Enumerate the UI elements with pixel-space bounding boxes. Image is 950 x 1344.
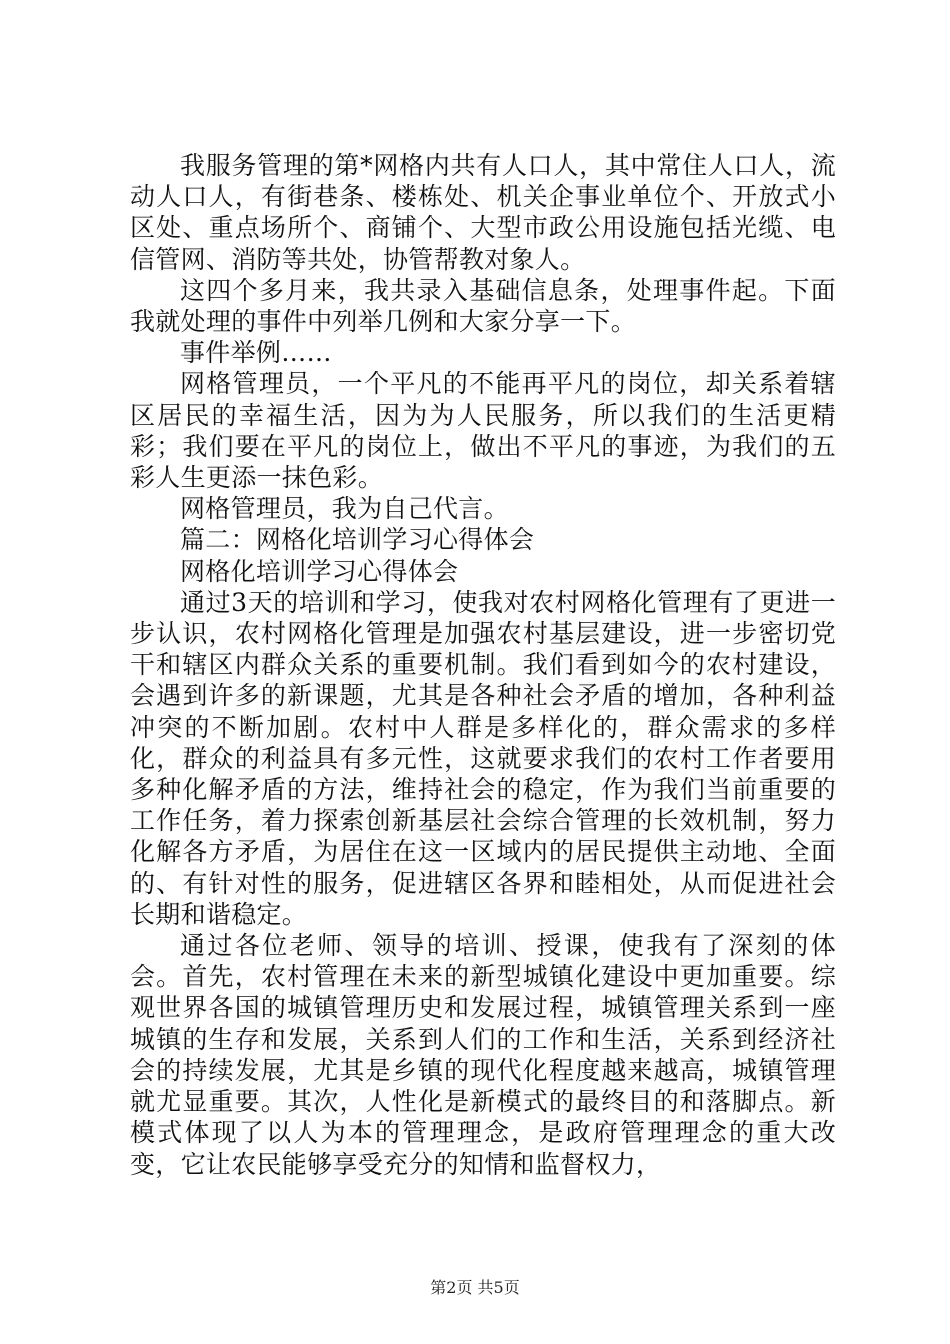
section-heading: 篇二：网格化培训学习心得体会 (180, 525, 535, 555)
paragraph-training-insights: 通过3天的培训和学习，使我对农村网格化管理有了更进一步认识，农村网格化管理是加强农村基层建设，进一步密切党干和辖区内群众关系的重要机制。我们看到如今的农村建设，会遇到许多的新课题，尤其是各种社会矛盾的增加，各种利益冲突的不断加剧。农村中人群是多样化的，群众需求的多样化，群众的利益具有多元性，这就要求我们的农村工作者要用多种化解矛盾的方法，维持社会的稳定，作为我们当前重要的工作任务，着力探索创新基层社会综合管理的长效机制，努力化解各方矛盾，为居住在这一区域内的居民提供主动地、全面的、有针对性的服务，促进辖区各界和睦相处，从而促进社会长期和谐稳定。 (130, 587, 836, 929)
paragraph-work-summary: 这四个多月来，我共录入基础信息条，处理事件起。下面我就处理的事件中列举几例和大家分享一下。 (130, 275, 836, 337)
paragraph-training-reflections: 通过各位老师、领导的培训、授课，使我有了深刻的体会。首先，农村管理在未来的新型城镇化建设中更加重要。综观世界各国的城镇管理历史和发展过程，城镇管理关系到一座城镇的生存和发展，关系到人们的工作和生活，关系到经济社会的持续发展，尤其是乡镇的现代化程度越来越高，城镇管理就尤显重要。其次，人性化是新模式的最终目的和落脚点。新模式体现了以人为本的管理理念，是政府管理理念的重大改变，它让农民能够享受充分的知情和监督权力， (130, 931, 836, 1179)
paragraph-grid-overview: 我服务管理的第*网格内共有人口人，其中常住人口人，流动人口人，有街巷条、楼栋处、机关企事业单位个、开放式小区处、重点场所个、商铺个、大型市政公用设施包括光缆、电信管网、消防等共处，协管帮教对象人。 (130, 151, 836, 274)
paragraph-grid-manager-role: 网格管理员，一个平凡的不能再平凡的岗位，却关系着辖区居民的幸福生活，因为为人民服务，所以我们的生活更精彩；我们要在平凡的岗位上，做出不平凡的事迹，为我们的五彩人生更添一抹色彩。 (130, 369, 836, 493)
document-body (130, 150, 836, 1180)
section-title: 网格化培训学习心得体会 (180, 556, 459, 586)
paragraph-event-examples: 事件举例…… (180, 338, 332, 368)
page-number-footer: 第2页 共5页 (430, 1278, 520, 1297)
paragraph-self-endorsement: 网格管理员，我为自己代言。 (180, 494, 509, 524)
